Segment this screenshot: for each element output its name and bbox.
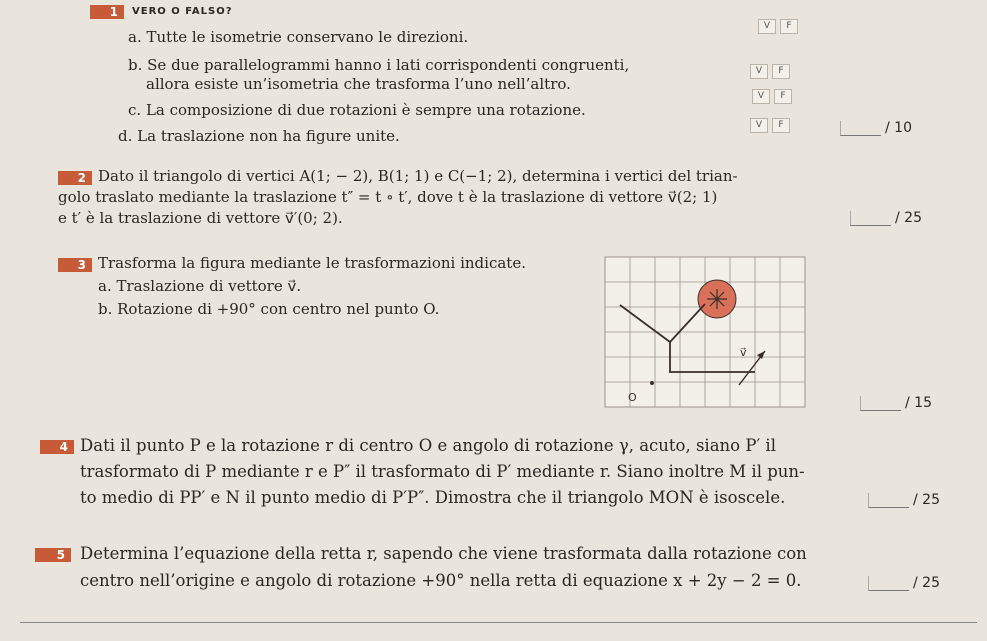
question-text: Se due parallelogrammi hanno i lati corrispondenti congruenti, [147, 56, 630, 74]
exercise-text: Determina l’equazione della retta r, sapendo che viene trasformata dalla rotazione con [80, 544, 807, 563]
score-input[interactable] [850, 211, 891, 226]
score-field [868, 575, 940, 591]
exercise-number: 5 [35, 548, 71, 562]
exercise-text: Trasforma la figura mediante le trasformazioni indicate. [98, 254, 526, 272]
exercise-number: 1 [90, 5, 124, 19]
vector-label: v⃗ [740, 346, 747, 359]
score-max: / 15 [905, 395, 932, 411]
exercise-text: to medio di PP′ e N il punto medio di P′P″. Dimostra che il triangolo MON è isoscele. [80, 488, 786, 507]
exercise-number: 4 [40, 440, 74, 454]
score-field [850, 210, 922, 226]
exercise-item-a: a. Traslazione di vettore v⃗. [98, 277, 302, 295]
exercise-item-b: b. Rotazione di +90° con centro nel punto O. [98, 300, 440, 318]
exercise-text: golo traslato mediante la traslazione t″ = t ∘ t′, dove t è la traslazione di vettore v⃗(2; 1) [58, 188, 718, 206]
point-o [650, 381, 654, 385]
true-box-b[interactable]: V [750, 64, 768, 79]
exercise-number: 2 [58, 171, 92, 185]
star-icon [707, 289, 727, 309]
exercise-text: e t′ è la traslazione di vettore v⃗′(0; 2). [58, 209, 343, 227]
score-max: / 25 [913, 492, 940, 508]
exercise-text: trasformato di P mediante r e P″ il trasformato di P′ mediante r. Siano inoltre M il pun- [80, 462, 805, 481]
bottom-divider [20, 622, 977, 623]
exercise-heading: VERO O FALSO? [132, 6, 233, 17]
false-box-d[interactable]: F [772, 118, 790, 133]
origin-label: O [628, 391, 637, 404]
question-letter: b. [128, 56, 143, 74]
question-b-cont: allora esiste un’isometria che trasforma l’uno nell’altro. [146, 75, 571, 93]
true-box-c[interactable]: V [752, 89, 770, 104]
question-text: La traslazione non ha figure unite. [137, 127, 400, 145]
exercise-text: Dato il triangolo di vertici A(1; − 2), B(1; 1) e C(−1; 2), determina i vertici del trian- [98, 167, 738, 185]
exercise-text: centro nell’origine e angolo di rotazione +90° nella retta di equazione x + 2y − 2 = 0. [80, 571, 802, 590]
question-text: La composizione di due rotazioni è sempre una rotazione. [145, 101, 586, 119]
score-max: / 25 [913, 575, 940, 591]
score-field [840, 120, 912, 136]
score-field [860, 395, 932, 411]
question-d [118, 126, 400, 146]
score-input[interactable] [868, 576, 909, 591]
score-max: / 25 [895, 210, 922, 226]
score-field [868, 492, 940, 508]
question-letter: d. [118, 127, 133, 145]
score-input[interactable] [840, 121, 881, 136]
exercise-text: Dati il punto P e la rotazione r di centro O e angolo di rotazione γ, acuto, siano P′ il [80, 436, 776, 455]
score-input[interactable] [868, 493, 909, 508]
header-false-box: F [780, 19, 798, 34]
score-input[interactable] [860, 396, 901, 411]
question-a [128, 27, 468, 47]
exercise-number: 3 [58, 258, 92, 272]
question-letter: a. [128, 28, 142, 46]
header-true-box: V [758, 19, 776, 34]
question-text: Tutte le isometrie conservano le direzioni. [146, 28, 469, 46]
false-box-b[interactable]: F [772, 64, 790, 79]
grid-figure [595, 255, 810, 410]
false-box-c[interactable]: F [774, 89, 792, 104]
score-max: / 10 [885, 120, 912, 136]
question-letter: c. [128, 101, 142, 119]
question-b [128, 55, 629, 75]
question-c [128, 100, 586, 120]
true-box-d[interactable]: V [750, 118, 768, 133]
